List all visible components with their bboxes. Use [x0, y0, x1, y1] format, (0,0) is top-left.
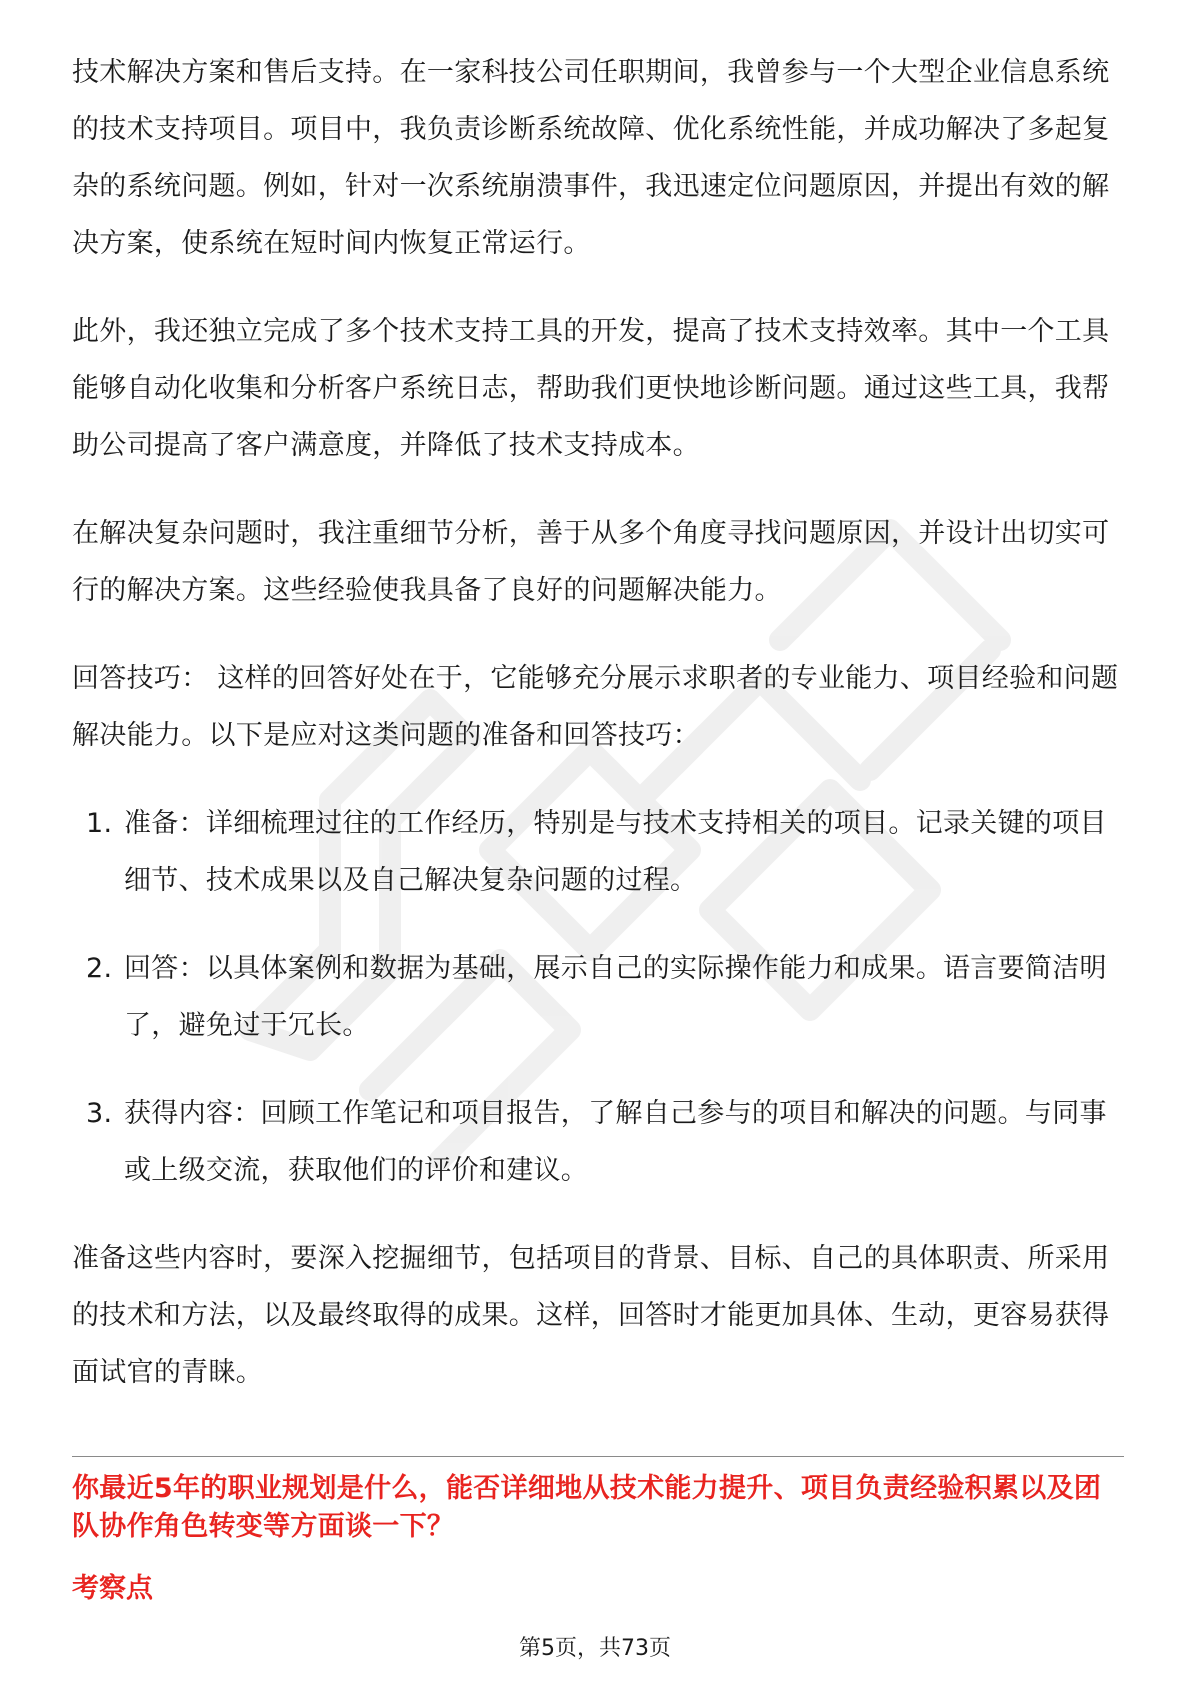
list-item-number: 1.	[86, 808, 113, 839]
page-number-footer: 第5页，共73页	[519, 1636, 671, 1661]
list-item-number: 2.	[86, 953, 113, 984]
tips-list	[72, 795, 1122, 1199]
paragraph-problem-solving: 在解决复杂问题时，我注重细节分析，善于从多个角度寻找问题原因，并设计出切实可行的解决方案。这些经验使我具备了良好的问题解决能力。	[72, 518, 1110, 606]
list-item-text: 获得内容：回顾工作笔记和项目报告，了解自己参与的项目和解决的问题。与同事或上级交流，获取他们的评价和建议。	[124, 1098, 1107, 1186]
paragraph-tech-support-experience: 技术解决方案和售后支持。在一家科技公司任职期间，我曾参与一个大型企业信息系统的技术支持项目。项目中，我负责诊断系统故障、优化系统性能，并成功解决了多起复杂的系统问题。例如，针对一次系统崩溃事件，我迅速定位问题原因，并提出有效的解决方案，使系统在短时间内恢复正常运行。	[72, 57, 1110, 259]
list-item-text: 回答：以具体案例和数据为基础，展示自己的实际操作能力和成果。语言要简洁明了，避免过于冗长。	[124, 953, 1107, 1041]
section-divider	[72, 1456, 1124, 1457]
paragraph-tools-development: 此外，我还独立完成了多个技术支持工具的开发，提高了技术支持效率。其中一个工具能够自动化收集和分析客户系统日志，帮助我们更快地诊断问题。通过这些工具，我帮助公司提高了客户满意度，并降低了技术支持成本。	[72, 316, 1110, 461]
assessment-points-label: 考察点	[72, 1573, 153, 1604]
list-item	[72, 795, 1122, 909]
list-item	[72, 940, 1122, 1054]
paragraph-preparation-summary: 准备这些内容时，要深入挖掘细节，包括项目的背景、目标、自己的具体职责、所采用的技术和方法，以及最终取得的成果。这样，回答时才能更加具体、生动，更容易获得面试官的青睐。	[72, 1243, 1110, 1388]
list-item	[72, 1085, 1122, 1199]
paragraph-answer-tips: 回答技巧： 这样的回答好处在于，它能够充分展示求职者的专业能力、项目经验和问题解决能力。以下是应对这类问题的准备和回答技巧：	[72, 663, 1119, 751]
list-item-text: 准备：详细梳理过往的工作经历，特别是与技术支持相关的项目。记录关键的项目细节、技术成果以及自己解决复杂问题的过程。	[124, 808, 1107, 896]
next-question-heading: 你最近5年的职业规划是什么，能否详细地从技术能力提升、项目负责经验积累以及团队协作角色转变等方面谈一下？	[72, 1473, 1102, 1542]
list-item-number: 3.	[86, 1098, 113, 1129]
document-body	[72, 44, 1122, 1432]
